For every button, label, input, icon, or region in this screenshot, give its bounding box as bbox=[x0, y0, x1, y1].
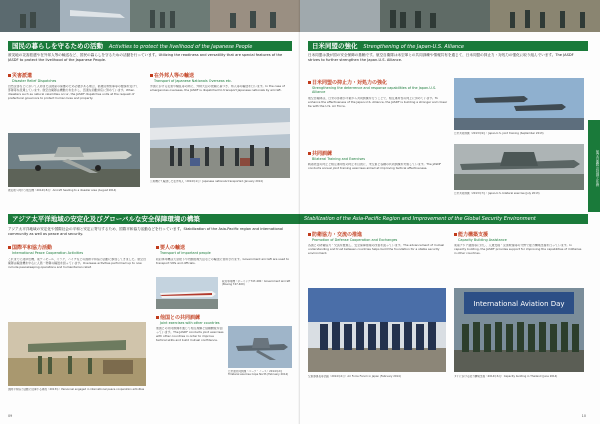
photo-air-force-forum bbox=[308, 288, 446, 372]
side-index-tab[interactable]: 航空自衛隊の役割と任務 bbox=[588, 120, 600, 212]
photo-disaster-aircraft bbox=[8, 133, 140, 187]
heading-disaster-relief: 災害派遣 bbox=[8, 72, 32, 79]
bullet-icon bbox=[308, 233, 311, 236]
heading-peace-cooperation: 国際平和協力活動 bbox=[8, 244, 52, 251]
heading-transport-nationals: 在外邦人等の輸送 bbox=[150, 72, 194, 79]
body-peace-cooperation: これまでに湾岸危機、東ティモール、イラク、ハイチなどの国際平和協力活動に参加してきました。航空自衛隊は輸送機を中心に人員・物資の輸送を担っています。Overseas activities performed up to now include peacekeeping operations and humanitarian relief. bbox=[8, 258, 146, 269]
heading-defense-cooperation: 防衛協力・交流の推進 bbox=[308, 231, 362, 238]
heading-bilateral-training: 共同訓練 bbox=[308, 150, 332, 157]
section-banner-asia-pacific bbox=[8, 214, 300, 224]
body-transport-nationals: 外国における災害や騒乱等の際に、外務大臣の依頼に基づき、邦人等の輸送を行います。In the case of emergencies overseas, the JASDF is dispatched to transport Japanese nationals by aircraft. bbox=[150, 85, 285, 92]
bullet-icon bbox=[8, 246, 11, 249]
photo-japan-us-training bbox=[454, 78, 584, 130]
body-disaster-relief: 自然災害などにおいて人命または財産の保護のため必要がある場合、都道府県知事等の要請を受けて部隊等を派遣しています。航空自衛隊は機動力を生かし、迅速な初動対応に努めています。When disasters such as natural calamities occur, the JASDF dispatches units at the request of prefectural governors to protect human lives and property. bbox=[8, 85, 139, 100]
caption-peace-cooperation: 国際平和協力活動に従事する隊員（2013年）Personnel engaged in international peace cooperation activities bbox=[8, 388, 145, 391]
bullet-icon bbox=[308, 152, 311, 155]
right-page bbox=[300, 0, 600, 424]
bullet-icon bbox=[156, 316, 159, 319]
subheading-peace-cooperation: International Peace Cooperation Activities bbox=[12, 251, 84, 255]
heading-vip-transport: 要人の輸送 bbox=[156, 244, 185, 251]
subheading-deterrence: Strengthening the deterrence and response capabilities of the Japan-U.S. Alliance bbox=[312, 86, 437, 94]
photo-joint-exercise-aircraft bbox=[228, 326, 292, 368]
caption-bilateral-exercise: 日米共同訓練（2013年7月）Japan-U.S. bilateral exercise (July 2013) bbox=[454, 192, 540, 195]
subheading-joint-exercises: Joint exercises with other countries bbox=[160, 321, 220, 325]
body-defense-cooperation: 各国との防衛協力・交流を推進し、安全保障環境の改善を図っています。The advancement of mutual understanding and trust between countries helps build the foundation for a stable security environment. bbox=[308, 244, 445, 255]
photo-government-aircraft bbox=[156, 277, 218, 309]
banner-title-en: Stabilization of the Asia-Pacific Region and Improvement of the Global Security Environment bbox=[304, 216, 536, 222]
subheading-capacity-building: Capacity Building Assistance bbox=[458, 238, 507, 242]
body-capacity-building: 東南アジア諸国等に対し、人道支援・災害救援等の分野で能力構築支援を行っています。In capacity building, the JASDF provides support for improving the capabilities of militaries in other countries. bbox=[454, 244, 582, 255]
caption-air-force-forum: 空軍参謀長等会議（2014年2月）Air Force Forum in Japan (February 2014) bbox=[308, 375, 401, 378]
section-banner-livelihood bbox=[8, 41, 292, 51]
subheading-bilateral-training: Bilateral Training and Exercises bbox=[312, 157, 365, 161]
section-banner-alliance bbox=[308, 41, 588, 51]
top-photo-strip-right bbox=[300, 0, 600, 32]
subheading-transport-nationals: Transport of Japanese Nationals Overseas etc. bbox=[154, 79, 233, 83]
photo-capacity-building bbox=[454, 288, 584, 372]
banner-title-en: Strengthening of the Japan-U.S. Alliance bbox=[363, 44, 464, 50]
caption-disaster-aircraft: 被災地へ向かう航空機（2014年8月）Aircraft heading to a disaster area (August 2014) bbox=[8, 189, 117, 192]
page-number: 10 bbox=[581, 414, 586, 418]
body-deterrence: 航空自衛隊は、日米の部隊が平素から共同訓練を行うことで、相互運用性の向上に努めています。To enhance the effectiveness of the Japan-U.S. Alliance, the JASDF is building a stronger and closer tie with the U.S. Air Force. bbox=[308, 97, 448, 108]
subheading-disaster-relief: Disaster Relief Dispatches bbox=[12, 79, 57, 83]
body-bilateral-training: 戦術技量の向上と相互運用性の向上を目的に、米空軍と各種の共同訓練を実施しています。The JASDF conducts annual joint training exercises aimed at improving tactical effectiveness. bbox=[308, 163, 442, 170]
section-lead-text: 被災地の災害派遣や在外邦人等の輸送など、国民の暮らしを守るための活動を行っています。Utilizing the readiness and versatility that are special features of the JASDF to protect the livelihood of the Japanese People. bbox=[8, 53, 283, 62]
bullet-icon bbox=[156, 246, 159, 249]
top-photo-strip-left bbox=[0, 0, 300, 32]
heading-deterrence: 日米同盟の抑止力・対処力の強化 bbox=[308, 79, 387, 86]
caption-capacity-building: タイにおける能力構築支援（2014年6月）Capacity building in Thailand (June 2014) bbox=[454, 375, 558, 378]
photo-transported-nationals bbox=[150, 108, 290, 178]
caption-transported-nationals: 公用機にて輸送した在外邦人（2014年1月）Japanese nationals transported (January 2014) bbox=[150, 180, 263, 183]
banner-title-jp: 国民の暮らしを守るための活動 bbox=[12, 42, 103, 50]
photo-bilateral-exercise bbox=[454, 144, 584, 190]
banner-title-jp: アジア太平洋地域の安定化及びグローバルな安全保障環境の構築 bbox=[12, 215, 200, 223]
subheading-defense-cooperation: Promotion of Defense Cooperation and Exchanges bbox=[312, 238, 398, 242]
bullet-icon bbox=[8, 74, 11, 77]
heading-joint-exercises: 他国との共同訓練 bbox=[156, 314, 200, 321]
section-banner-global-security bbox=[300, 214, 588, 224]
body-vip-transport: 政府専用機は天皇陛下や内閣総理大臣などの輸送に使用されます。Government aircraft are used to transport VIPs and officials. bbox=[156, 258, 290, 265]
poster-text: International Aviation Day bbox=[473, 300, 565, 308]
caption-government-aircraft: 政府専用機（ボーイング747-400）Government aircraft (Boeing 747-400) bbox=[222, 280, 291, 287]
heading-capacity-building: 能力構築支援 bbox=[454, 231, 488, 238]
caption-japan-us-training: 日米共同訓練（2013年9月）Japan-U.S. joint training (September 2013) bbox=[454, 132, 544, 135]
subheading-vip-transport: Transport of important people bbox=[160, 251, 211, 255]
bullet-icon bbox=[454, 233, 457, 236]
caption-joint-exercise: 日米豪共同訓練（コープ・ノース）2014年2月 Trilateral exercise Cope North (February 2014) bbox=[228, 370, 289, 377]
bullet-icon bbox=[150, 74, 153, 77]
photo-peace-cooperation bbox=[8, 322, 146, 386]
body-joint-exercises: 他国との共同訓練を通じて相互理解と信頼醸成を図っています。The JASDF conducts joint exercises with other countries in order to improve tactical skills and build mutual confidence. bbox=[156, 327, 224, 342]
banner-title-en: Activities to protect the livelihood of the Japanese People bbox=[108, 44, 253, 50]
section-lead-text: 日米同盟は我が国の安全保障の基軸です。航空自衛隊は米空軍との共同訓練や情報共有を通じて、日米同盟の抑止力・対処力の強化に取り組んでいます。The JASDF strives to further strengthen the Japan-U.S. Alliance. bbox=[308, 53, 574, 62]
banner-title-jp: 日米同盟の強化 bbox=[312, 42, 358, 50]
page-number: 09 bbox=[8, 414, 13, 418]
bullet-icon bbox=[308, 81, 311, 84]
section-lead-text: アジア太平洋地域の安定化や国際社会の平和と安定に寄与するため、国際平和協力活動などを行っています。Stabilization of the Asia-Pacific region and international community as well as peace and security. bbox=[8, 227, 284, 236]
